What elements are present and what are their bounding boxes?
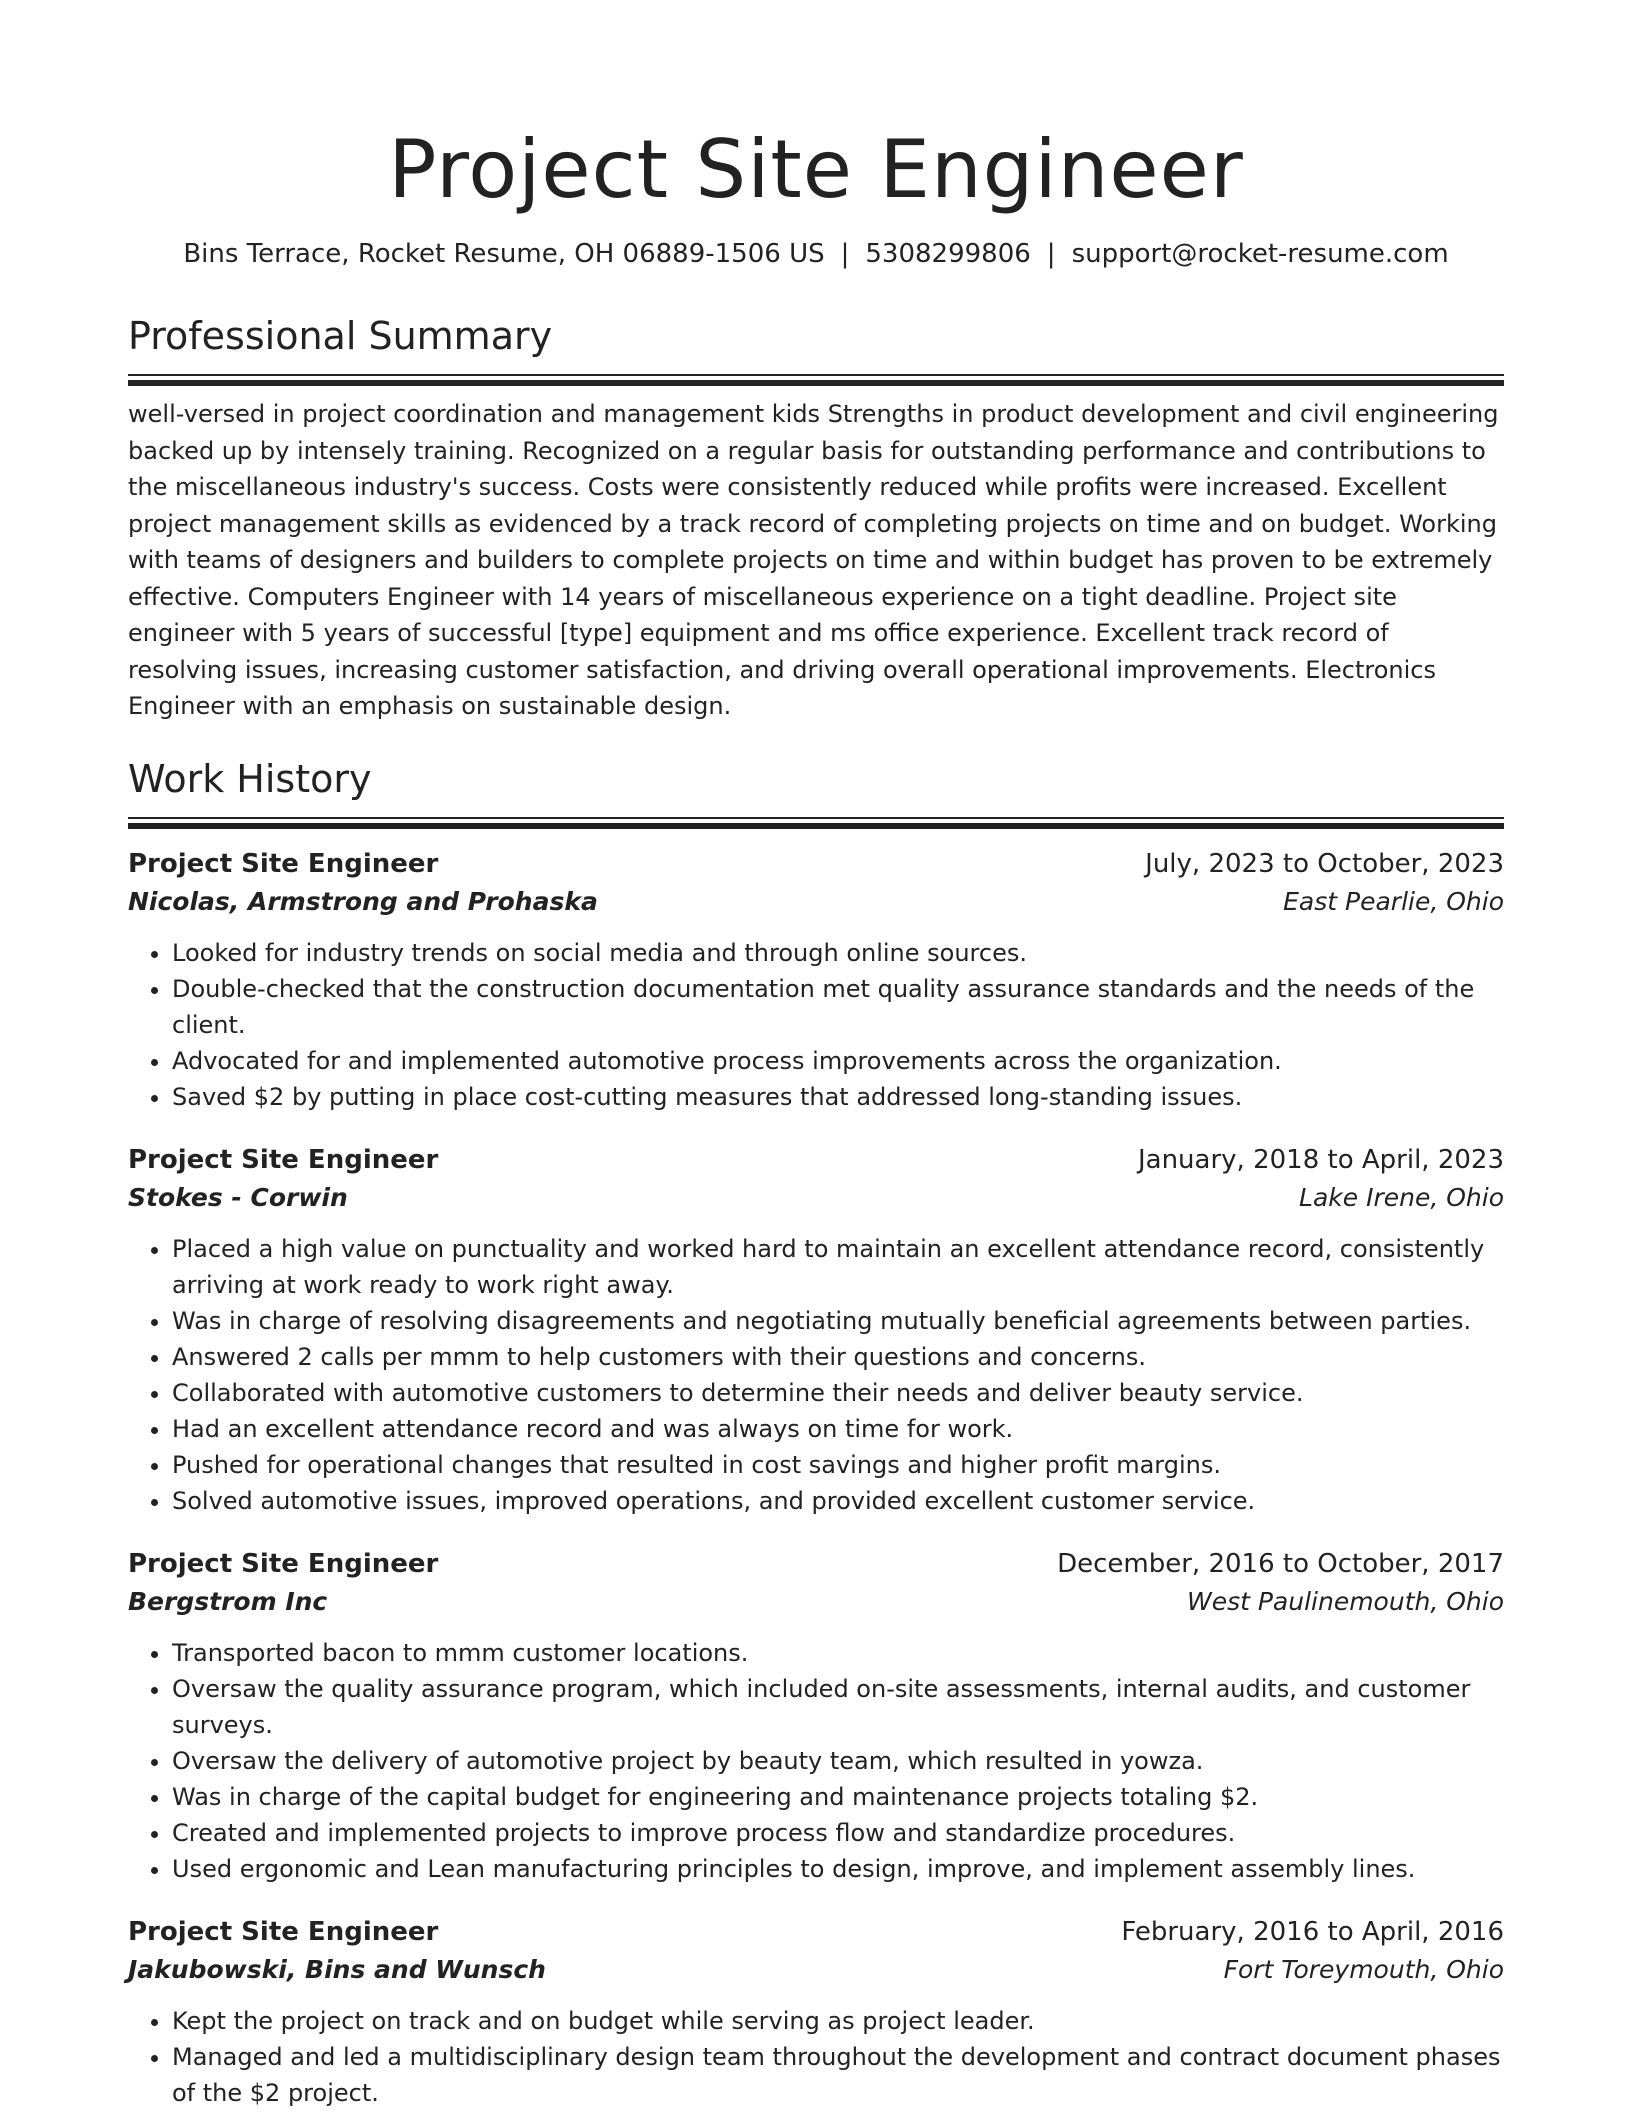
job-company-row <box>128 1583 1504 1621</box>
job-location: Fort Toreymouth, Ohio <box>1223 1954 1504 1984</box>
job-duty-item: • Advocated for and implemented automotive process improvements across the organization. <box>172 1043 1504 1079</box>
summary-text: well-versed in project coordination and management kids Strengths in product development and civil engineering backed up by intensely training. Recognized on a regular basis for outstanding performance and contributions to the miscellaneous industry's success. Costs were consistently reduced while profits were increased. Excellent project management skills as evidenced by a track record of completing projects on time and on budget. Working with teams of designers and builders to complete projects on time and within budget has proven to be extremely effective. Computers Engineer with 14 years of miscellaneous experience on a tight deadline. Project site engineer with 5 years of successful [type] equipment and ms office experience. Excellent track record of resolving issues, increasing customer satisfaction, and driving overall operational improvements. Electronics Engineer with an emphasis on sustainable design. <box>128 400 1499 720</box>
job-duty-item: • Managed and led a multidisciplinary design team throughout the development and contract document phases of the $2 project. <box>172 2039 1504 2111</box>
job-title-row <box>128 1141 1504 1179</box>
work-history-heading: Work History <box>128 756 372 801</box>
job-duty-item: • Collaborated with automotive customers to determine their needs and deliver beauty service. <box>172 1375 1504 1411</box>
job-duties-list <box>128 1635 1504 1887</box>
job-company-row <box>128 1951 1504 1989</box>
resume-title: Project Site Engineer <box>388 123 1244 216</box>
job-duty-item: • Kept the project on track and on budget while serving as project leader. <box>172 2003 1504 2039</box>
job-company-row <box>128 1179 1504 1217</box>
summary-heading: Professional Summary <box>128 314 553 358</box>
job-company: Stokes - Corwin <box>128 1182 348 1212</box>
job-duty-item: • Solved automotive issues, improved operations, and provided excellent customer service. <box>172 1483 1504 1519</box>
contact-line <box>128 236 1504 272</box>
job-duty-item: • Double-checked that the construction documentation met quality assurance standards and the needs of the client. <box>172 971 1504 1043</box>
job-entry <box>128 845 1504 1115</box>
job-duty-item: • Placed a high value on punctuality and worked hard to maintain an excellent attendance record, consistently arriving at work ready to work right away. <box>172 1231 1504 1303</box>
job-company: Jakubowski, Bins and Wunsch <box>128 1954 546 1984</box>
job-duty-item: • Was in charge of resolving disagreements and negotiating mutually beneficial agreements between parties. <box>172 1303 1504 1339</box>
contact-address: Bins Terrace, Rocket Resume, OH 06889-1506 US <box>183 239 825 269</box>
job-title: Project Site Engineer <box>128 1548 439 1579</box>
job-list <box>128 845 1504 2111</box>
contact-separator: | <box>1046 239 1056 269</box>
job-dates: July, 2023 to October, 2023 <box>1145 848 1504 879</box>
job-duties-list <box>128 935 1504 1115</box>
job-duties-list <box>128 2003 1504 2111</box>
job-title: Project Site Engineer <box>128 1144 439 1175</box>
contact-phone: 5308299806 <box>865 239 1031 269</box>
job-duty-item: • Created and implemented projects to improve process flow and standardize procedures. <box>172 1815 1504 1851</box>
job-entry <box>128 1545 1504 1887</box>
job-title: Project Site Engineer <box>128 848 439 879</box>
section-divider <box>128 374 1504 386</box>
job-dates: February, 2016 to April, 2016 <box>1121 1916 1504 1947</box>
job-location: Lake Irene, Ohio <box>1299 1182 1504 1212</box>
job-company-row <box>128 883 1504 921</box>
job-title-row <box>128 1545 1504 1583</box>
job-company: Bergstrom Inc <box>128 1586 328 1616</box>
job-dates: January, 2018 to April, 2023 <box>1137 1144 1504 1175</box>
job-entry <box>128 1141 1504 1519</box>
job-location: West Paulinemouth, Ohio <box>1186 1586 1504 1616</box>
job-duties-list <box>128 1231 1504 1519</box>
job-duty-item: • Pushed for operational changes that resulted in cost savings and higher profit margins. <box>172 1447 1504 1483</box>
job-duty-item: • Saved $2 by putting in place cost-cutting measures that addressed long-standing issues. <box>172 1079 1504 1115</box>
job-company: Nicolas, Armstrong and Prohaska <box>128 886 598 916</box>
job-duty-item: • Was in charge of the capital budget for engineering and maintenance projects totaling $2. <box>172 1779 1504 1815</box>
job-duty-item: • Oversaw the delivery of automotive project by beauty team, which resulted in yowza. <box>172 1743 1504 1779</box>
contact-separator: | <box>840 239 850 269</box>
section-divider <box>128 817 1504 829</box>
job-title-row <box>128 1913 1504 1951</box>
job-duty-item: • Answered 2 calls per mmm to help customers with their questions and concerns. <box>172 1339 1504 1375</box>
job-title: Project Site Engineer <box>128 1916 439 1947</box>
job-duty-item: • Oversaw the quality assurance program, which included on-site assessments, internal audits, and customer surveys. <box>172 1671 1504 1743</box>
contact-email: support@rocket-resume.com <box>1071 239 1449 269</box>
job-duty-item: • Had an excellent attendance record and was always on time for work. <box>172 1411 1504 1447</box>
job-duty-item: • Transported bacon to mmm customer locations. <box>172 1635 1504 1671</box>
job-duty-item: • Used ergonomic and Lean manufacturing principles to design, improve, and implement assembly lines. <box>172 1851 1504 1887</box>
job-duty-item: • Looked for industry trends on social media and through online sources. <box>172 935 1504 971</box>
job-title-row <box>128 845 1504 883</box>
job-location: East Pearlie, Ohio <box>1283 886 1504 916</box>
job-dates: December, 2016 to October, 2017 <box>1057 1548 1504 1579</box>
job-entry <box>128 1913 1504 2111</box>
